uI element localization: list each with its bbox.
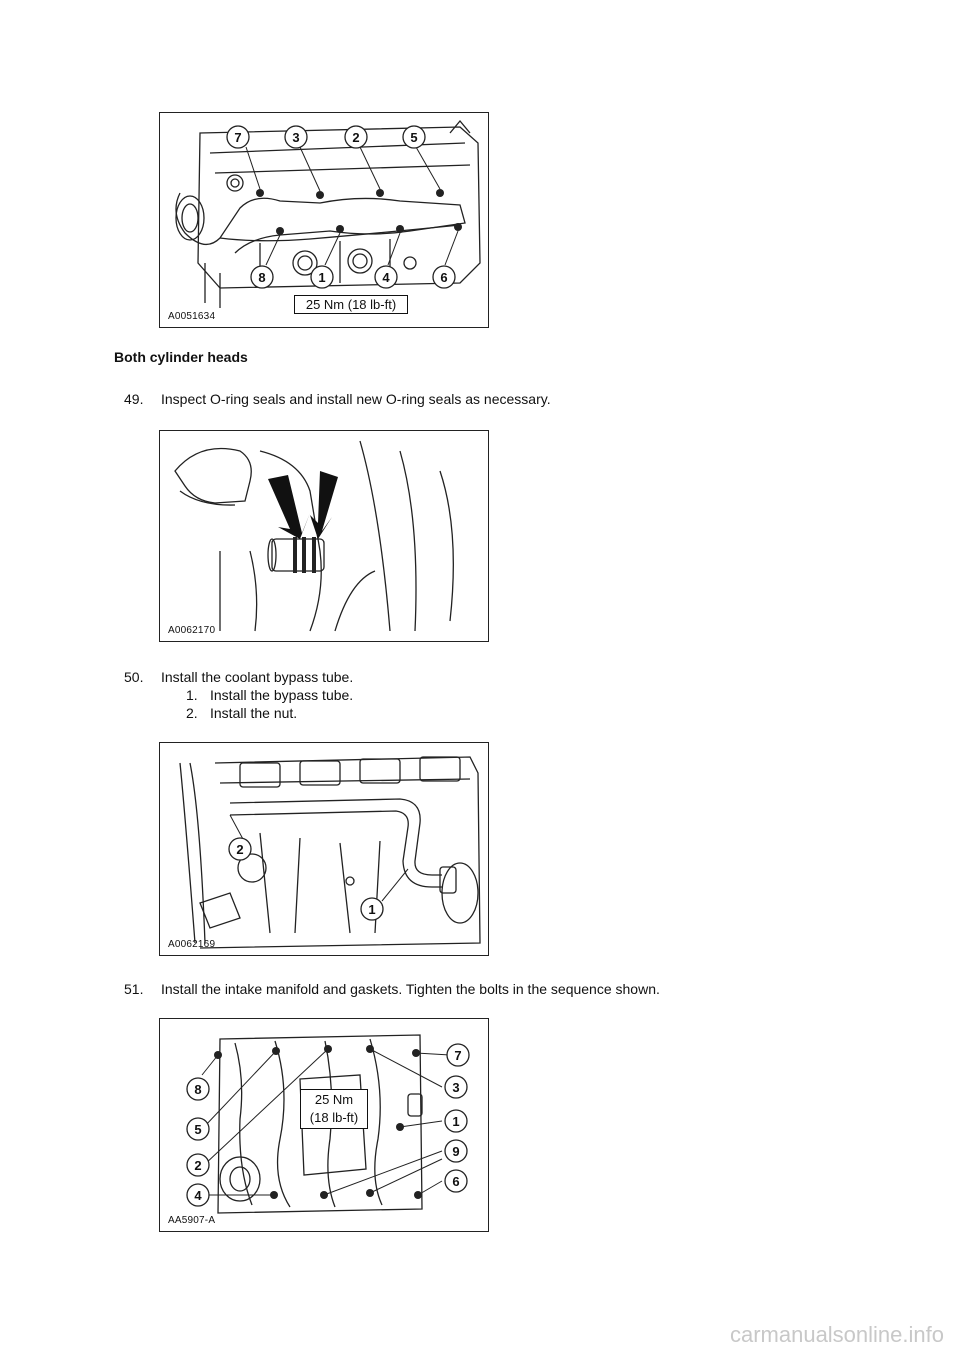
- figure-id: A0062170: [168, 625, 216, 636]
- svg-text:3: 3: [452, 1080, 460, 1095]
- torque-label: 25 Nm (18 lb-ft): [294, 295, 408, 314]
- svg-text:1: 1: [452, 1114, 460, 1129]
- section-heading: Both cylinder heads: [114, 349, 248, 365]
- o-ring-drawing: [160, 431, 488, 641]
- figure-intake-manifold: [159, 1018, 489, 1232]
- torque-line-2: (18 lb-ft): [309, 1110, 359, 1125]
- svg-text:7: 7: [234, 130, 242, 145]
- svg-text:2: 2: [236, 842, 244, 857]
- svg-text:9: 9: [452, 1144, 460, 1159]
- svg-text:5: 5: [410, 130, 418, 145]
- step-number: 51.: [124, 981, 144, 997]
- svg-text:8: 8: [194, 1082, 202, 1097]
- torque-label: [300, 1089, 368, 1129]
- svg-text:8: 8: [258, 270, 266, 285]
- svg-text:1: 1: [368, 902, 376, 917]
- svg-text:2: 2: [352, 130, 360, 145]
- svg-text:5: 5: [194, 1122, 202, 1137]
- torque-line-1: 25 Nm: [314, 1092, 354, 1107]
- figure-id: A0051634: [168, 311, 216, 322]
- substep-number: 2.: [186, 705, 198, 721]
- svg-text:1: 1: [318, 270, 326, 285]
- substep-number: 1.: [186, 687, 198, 703]
- watermark: carmanualsonline.info: [729, 1322, 944, 1347]
- svg-text:7: 7: [454, 1048, 462, 1063]
- figure-coolant-bypass-tube: [159, 742, 489, 956]
- figure-id: AA5907-A: [168, 1215, 216, 1226]
- figure-o-ring-seals: [159, 430, 489, 642]
- step-text: Install the coolant bypass tube.: [161, 669, 354, 685]
- figure-id: A0062169: [168, 939, 216, 950]
- substep-text: Install the nut.: [210, 705, 298, 721]
- step-text: Inspect O-ring seals and install new O-ring seals as necessary.: [161, 391, 551, 407]
- svg-text:4: 4: [382, 270, 390, 285]
- arrow-icon: [268, 471, 338, 539]
- substep-text: Install the bypass tube.: [210, 687, 354, 703]
- step-number: 49.: [124, 391, 144, 407]
- step-number: 50.: [124, 669, 144, 685]
- svg-text:3: 3: [292, 130, 300, 145]
- svg-text:4: 4: [194, 1188, 202, 1203]
- bypass-tube-drawing: [160, 743, 488, 955]
- step-text: Install the intake manifold and gaskets. Tighten the bolts in the sequence shown.: [161, 981, 660, 997]
- figure-exhaust-manifold: [159, 112, 489, 328]
- svg-text:6: 6: [440, 270, 448, 285]
- svg-text:6: 6: [452, 1174, 460, 1189]
- svg-text:2: 2: [194, 1158, 202, 1173]
